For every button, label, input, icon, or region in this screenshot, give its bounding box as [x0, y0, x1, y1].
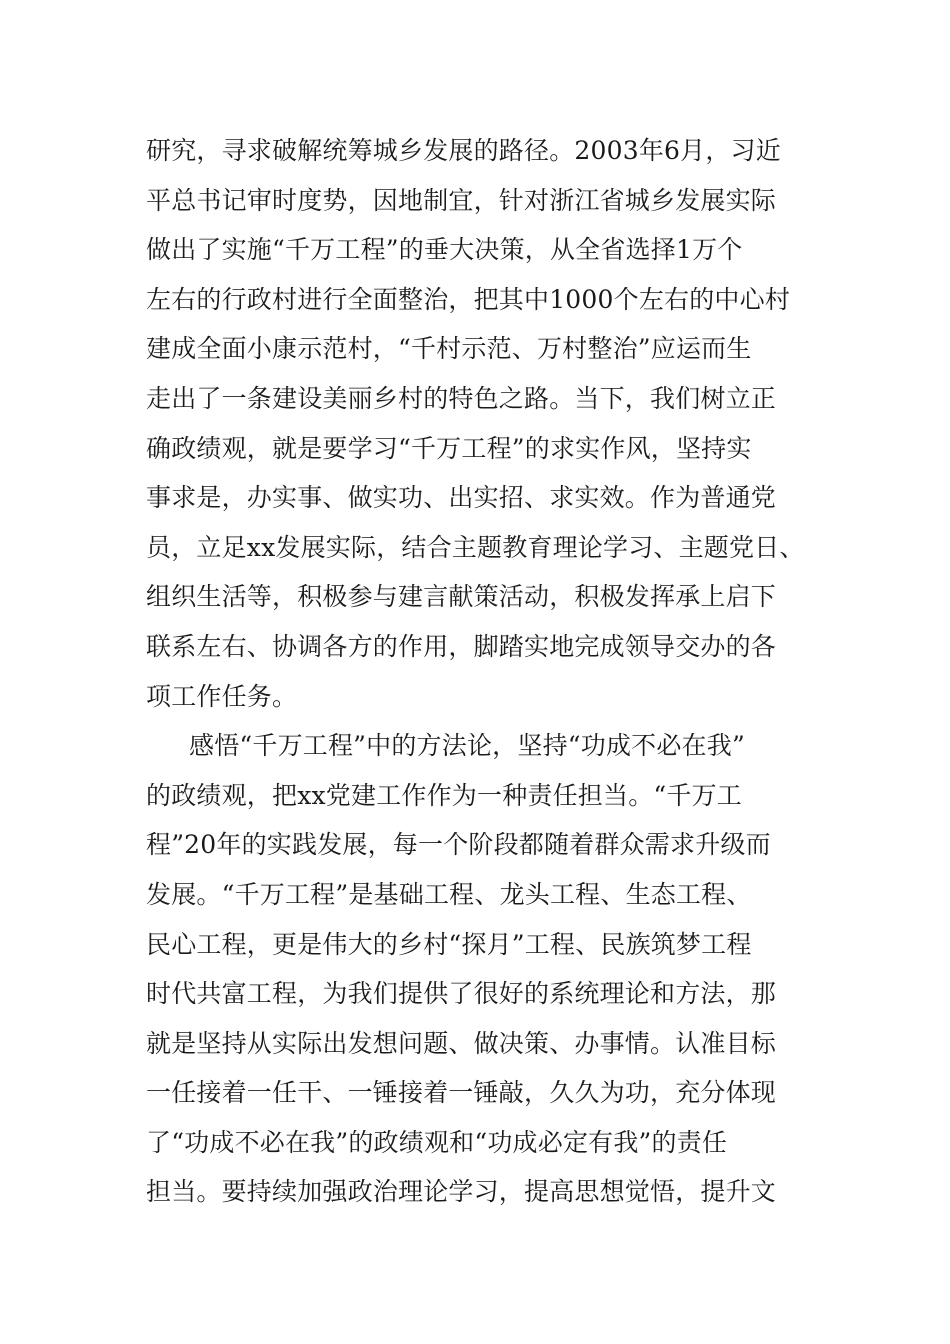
paragraph-1 [146, 126, 846, 721]
text-line: 建成全面小康示范村，“千村示范、万村整治”应运而生 [146, 334, 752, 364]
text-line: 组织生活等，积极参与建言献策活动，积极发挥承上启下 [146, 582, 777, 612]
text-line: 感悟“千万工程”中的方法论，坚持“功成不必在我” [189, 731, 745, 761]
text-line: 平总书记审时度势，因地制宜，针对浙江省城乡发展实际 [146, 185, 777, 215]
text-line: 民心工程，更是伟大的乡村“探月”工程、民族筑梦工程 [146, 929, 752, 959]
text-line: 联系左右、协调各方的作用，脚踏实地完成领导交办的各 [146, 631, 777, 661]
text-line: 就是坚持从实际出发想问题、做决策、办事情。认准目标 [146, 1028, 777, 1058]
text-line: 左右的行政村进行全面整治，把其中1000个左右的中心村 [146, 284, 791, 314]
text-line: 担当。要持续加强政治理论学习，提高思想觉悟，提升文 [146, 1177, 777, 1207]
text-line: 事求是，办实事、做实功、出实招、求实效。作为普通党 [146, 483, 777, 513]
text-line: 走出了一条建设美丽乡村的特色之路。当下，我们树立正 [146, 383, 777, 413]
text-line: 程”20年的实践发展，每一个阶段都随着群众需求升级而 [146, 830, 771, 860]
body-text [146, 126, 846, 1217]
text-line: 一任接着一任干、一锤接着一锤敲，久久为功，充分体现 [146, 1078, 777, 1108]
text-line: 了“功成不必在我”的政绩观和“功成必定有我”的责任 [146, 1127, 728, 1157]
paragraph-2 [146, 721, 846, 1217]
text-line: 项工作任务。 [146, 681, 298, 711]
text-line: 研究，寻求破解统筹城乡发展的路径。2003年6月，习近 [146, 136, 781, 165]
text-line: 确政绩观，就是要学习“千万工程”的求实作风，坚持实 [146, 433, 752, 463]
text-line: 时代共富工程，为我们提供了很好的系统理论和方法，那 [146, 979, 777, 1009]
text-line: 员，立足xx发展实际，结合主题教育理论学习、主题党日、 [146, 532, 805, 562]
text-line: 发展。“千万工程”是基础工程、龙头工程、生态工程、 [146, 879, 752, 909]
text-line: 的政绩观，把xx党建工作作为一种责任担当。“千万工 [146, 780, 742, 810]
text-line: 做出了实施“千万工程”的垂大决策，从全省选择1万个 [146, 235, 743, 265]
